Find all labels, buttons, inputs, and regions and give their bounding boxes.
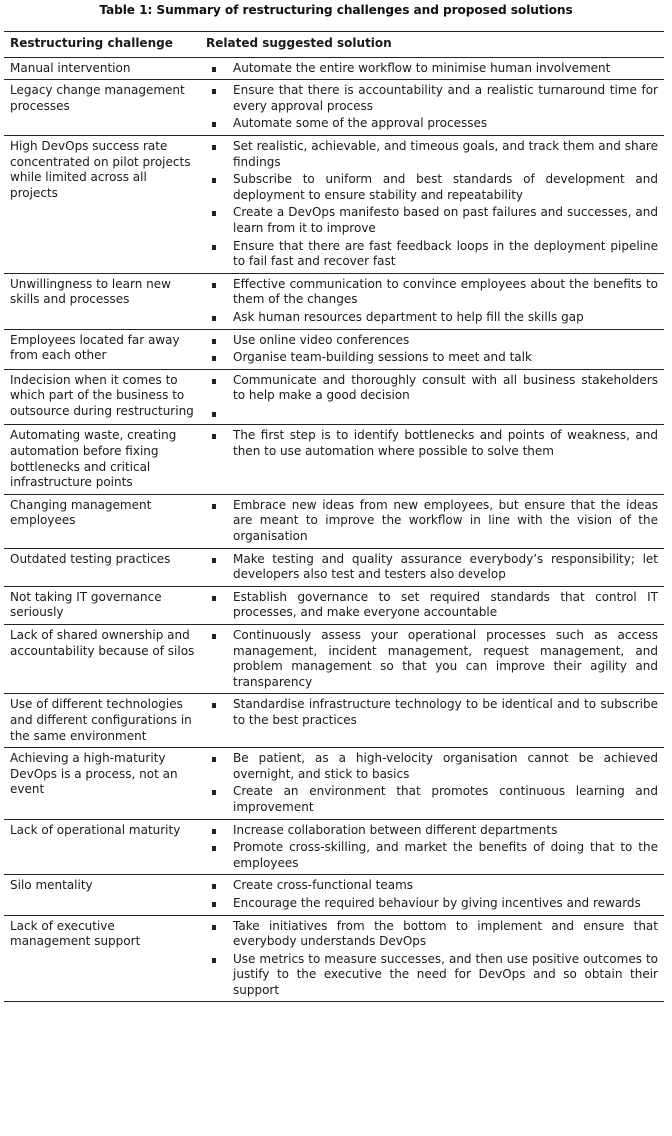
solution-cell [200, 57, 664, 80]
challenge-cell: Manual intervention [4, 57, 200, 80]
challenge-cell: Lack of executive management support [4, 915, 200, 1002]
challenge-cell: Lack of shared ownership and accountability because of silos [4, 625, 200, 694]
table-row [4, 80, 664, 136]
solution-cell [200, 135, 664, 273]
square-bullet-icon [212, 703, 216, 708]
solution-list [206, 823, 658, 872]
solution-list [206, 697, 658, 728]
challenge-cell: Lack of operational maturity [4, 819, 200, 875]
solution-text: Ensure that there are fast feedback loops in the deployment pipeline to fail fast and recover fast [233, 238, 658, 269]
table-row [4, 694, 664, 748]
solution-item [206, 784, 658, 815]
table-row [4, 748, 664, 819]
solution-item [206, 83, 658, 114]
solution-item [206, 823, 658, 839]
square-bullet-icon [212, 178, 216, 183]
solution-cell [200, 694, 664, 748]
square-bullet-icon [212, 790, 216, 795]
solution-item [206, 697, 658, 728]
solution-item [206, 628, 658, 690]
solution-list [206, 590, 658, 621]
column-header-challenge: Restructuring challenge [4, 32, 200, 58]
square-bullet-icon [212, 634, 216, 639]
square-bullet-icon [212, 504, 216, 509]
table-row [4, 369, 664, 425]
solution-item [206, 205, 658, 236]
challenge-cell: Automating waste, creating automation before fixing bottlenecks and critical infrastructure points [4, 425, 200, 494]
solution-item [206, 116, 658, 132]
solution-text: Automate some of the approval processes [233, 116, 488, 131]
solution-item [206, 919, 658, 950]
solution-text: Organise team-building sessions to meet and talk [233, 350, 532, 365]
solution-list [206, 498, 658, 545]
table-row [4, 425, 664, 494]
solution-item [206, 373, 658, 404]
square-bullet-icon [212, 145, 216, 150]
solution-cell [200, 80, 664, 136]
square-bullet-icon [212, 558, 216, 563]
challenge-cell: High DevOps success rate concentrated on pilot projects while limited across all projects [4, 135, 200, 273]
challenges-solutions-table [4, 31, 664, 1002]
solution-item [206, 498, 658, 545]
solution-text: Take initiatives from the bottom to implement and ensure that everybody understands DevOps [233, 918, 658, 949]
solution-item [206, 350, 658, 366]
table-body [4, 57, 664, 1002]
solution-cell [200, 586, 664, 624]
solution-item [206, 139, 658, 170]
solution-list [206, 373, 658, 422]
solution-text: Use online video conferences [233, 332, 410, 347]
solution-cell [200, 819, 664, 875]
solution-text: Subscribe to uniform and best standards of development and deployment to ensure stability and repeatability [233, 172, 658, 202]
solution-item [206, 878, 658, 894]
square-bullet-icon [212, 316, 216, 321]
square-bullet-icon [212, 829, 216, 834]
solution-text: Encourage the required behaviour by giving incentives and rewards [233, 895, 641, 910]
solution-item [206, 406, 658, 422]
square-bullet-icon [212, 356, 216, 361]
solution-item [206, 428, 658, 459]
table-row [4, 329, 664, 369]
solution-text: Establish governance to set required standards that control IT processes, and make everyone accountable [233, 589, 658, 620]
solution-cell [200, 915, 664, 1002]
table-row [4, 819, 664, 875]
solution-text: Ensure that there is accountability and a realistic turnaround time for every approval process [233, 83, 658, 113]
challenge-cell: Indecision when it comes to which part of the business to outsource during restructuring [4, 369, 200, 425]
column-header-solution: Related suggested solution [200, 32, 664, 58]
square-bullet-icon [212, 283, 216, 288]
solution-list [206, 751, 658, 815]
table-row [4, 494, 664, 548]
solution-cell [200, 548, 664, 586]
solution-item [206, 896, 658, 912]
solution-list [206, 333, 658, 366]
solution-list [206, 428, 658, 459]
solution-text: Embrace new ideas from new employees, but ensure that the ideas are meant to improve the workflow in line with the vision of the organisation [233, 497, 658, 544]
solution-text: Ask human resources department to help fill the skills gap [233, 309, 584, 324]
solution-item [206, 552, 658, 583]
solution-item [206, 172, 658, 203]
solution-list [206, 277, 658, 326]
challenge-cell: Employees located far away from each other [4, 329, 200, 369]
square-bullet-icon [212, 884, 216, 889]
solution-cell [200, 494, 664, 548]
square-bullet-icon [212, 434, 216, 439]
square-bullet-icon [212, 596, 216, 601]
table-title: Table 1: Summary of restructuring challenges and proposed solutions [99, 3, 573, 17]
solution-cell [200, 273, 664, 329]
table-row [4, 273, 664, 329]
square-bullet-icon [212, 412, 216, 417]
solution-item [206, 952, 658, 999]
table-row [4, 915, 664, 1002]
table-row [4, 625, 664, 694]
solution-text: The first step is to identify bottlenecks and points of weakness, and then to use automation where possible to solve them [233, 428, 658, 459]
solution-text: Make testing and quality assurance everybody’s responsibility; let developers also test and testers also develop [233, 551, 658, 582]
solution-item [206, 840, 658, 871]
solution-text: Continuously assess your operational processes such as access management, incident management, request management, and problem management so that you can improve their agility and transparency [233, 628, 658, 689]
solution-item [206, 277, 658, 308]
table-row [4, 548, 664, 586]
challenge-cell: Changing management employees [4, 494, 200, 548]
solution-text: Use metrics to measure successes, and then use positive outcomes to justify to the executive the need for DevOps and so obtain their support [233, 951, 658, 997]
solution-item [206, 61, 658, 77]
solution-text: Create a DevOps manifesto based on past failures and successes, and learn from it to improve [233, 205, 658, 235]
solution-list [206, 628, 658, 690]
solution-list [206, 83, 658, 132]
solution-cell [200, 369, 664, 425]
square-bullet-icon [212, 902, 216, 907]
challenge-cell: Outdated testing practices [4, 548, 200, 586]
square-bullet-icon [212, 757, 216, 762]
solution-item [206, 590, 658, 621]
empty-solution-line [233, 406, 658, 422]
solution-cell [200, 329, 664, 369]
square-bullet-icon [212, 67, 216, 72]
solution-list [206, 552, 658, 583]
challenge-cell: Legacy change management processes [4, 80, 200, 136]
solution-text: Standardise infrastructure technology to be identical and to subscribe to the best practices [233, 697, 658, 727]
square-bullet-icon [212, 846, 216, 851]
solution-text: Set realistic, achievable, and timeous goals, and track them and share findings [233, 138, 658, 169]
solution-item [206, 310, 658, 326]
table-header-row [4, 32, 664, 58]
square-bullet-icon [212, 379, 216, 384]
solution-text: Increase collaboration between different departments [233, 822, 558, 837]
challenge-cell: Achieving a high-maturity DevOps is a process, not an event [4, 748, 200, 819]
solution-cell [200, 748, 664, 819]
square-bullet-icon [212, 89, 216, 94]
solution-cell [200, 625, 664, 694]
solution-text: Promote cross-skilling, and market the benefits of doing that to the employees [233, 840, 658, 870]
table-row [4, 586, 664, 624]
solution-text: Communicate and thoroughly consult with all business stakeholders to help make a good decision [233, 372, 658, 403]
solution-text: Create cross-functional teams [233, 878, 414, 893]
solution-list [206, 878, 658, 911]
solution-text: Create an environment that promotes continuous learning and improvement [233, 784, 658, 814]
challenge-cell: Use of different technologies and different configurations in the same environment [4, 694, 200, 748]
table-row [4, 135, 664, 273]
challenge-cell: Unwillingness to learn new skills and processes [4, 273, 200, 329]
square-bullet-icon [212, 122, 216, 127]
solution-item [206, 239, 658, 270]
solution-item [206, 333, 658, 349]
table-row [4, 57, 664, 80]
solution-list [206, 61, 658, 77]
solution-text: Effective communication to convince employees about the benefits to them of the changes [233, 276, 658, 307]
square-bullet-icon [212, 925, 216, 930]
solution-text: Be patient, as a high-velocity organisation cannot be achieved overnight, and stick to basics [233, 751, 658, 781]
square-bullet-icon [212, 339, 216, 344]
square-bullet-icon [212, 245, 216, 250]
solution-cell [200, 875, 664, 915]
square-bullet-icon [212, 211, 216, 216]
challenge-cell: Silo mentality [4, 875, 200, 915]
square-bullet-icon [212, 958, 216, 963]
solution-list [206, 139, 658, 270]
solution-list [206, 919, 658, 999]
solution-item [206, 751, 658, 782]
challenge-cell: Not taking IT governance seriously [4, 586, 200, 624]
solution-cell [200, 425, 664, 494]
solution-text: Automate the entire workflow to minimise human involvement [233, 60, 611, 75]
table-row [4, 875, 664, 915]
